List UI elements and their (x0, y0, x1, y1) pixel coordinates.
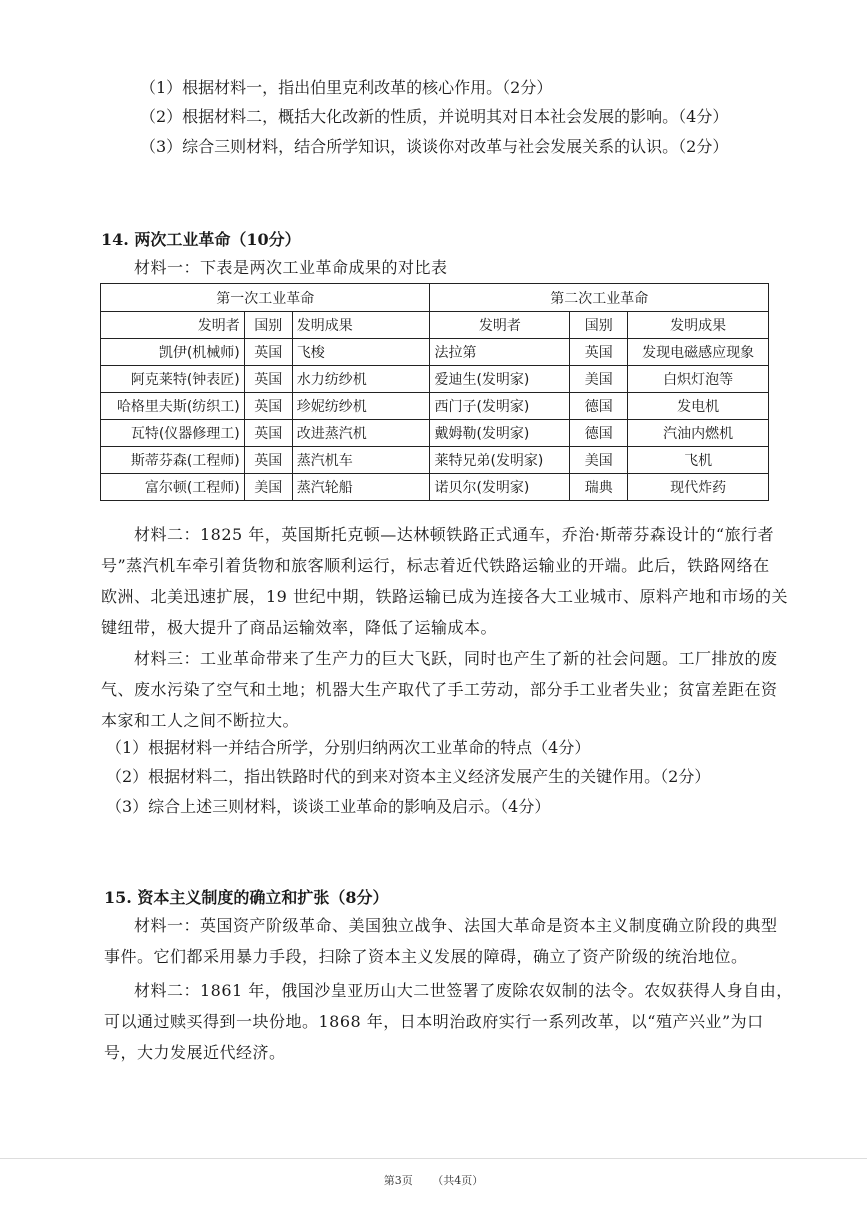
table-cell: 富尔顿(工程师) (101, 474, 245, 501)
col-header: 发明者 (430, 312, 570, 339)
table-cell: 英国 (570, 339, 628, 366)
table-cell: 诺贝尔(发明家) (430, 474, 570, 501)
col-header: 发明成果 (628, 312, 769, 339)
q15-material2-line: 号，大力发展近代经济。 (104, 1043, 286, 1062)
q13-sub-1: （1）根据材料一，指出伯里克利改革的核心作用。（2分） (140, 78, 553, 97)
group-header-first: 第一次工业革命 (101, 284, 430, 312)
table-cell: 哈格里夫斯(纺织工) (101, 393, 245, 420)
table-cell: 改进蒸汽机 (292, 420, 430, 447)
col-header: 国别 (570, 312, 628, 339)
table-cell: 英国 (244, 420, 292, 447)
table-cell: 英国 (244, 447, 292, 474)
table-row (101, 366, 769, 393)
table-cell: 德国 (570, 420, 628, 447)
footer-divider (0, 1158, 867, 1159)
page-footer (0, 1172, 867, 1188)
table-cell: 法拉第 (430, 339, 570, 366)
table-cell: 爱迪生(发明家) (430, 366, 570, 393)
q14-sub-3: （3）综合上述三则材料，谈谈工业革命的影响及启示。（4分） (106, 797, 551, 816)
q14-material3-line: 材料三：工业革命带来了生产力的巨大飞跃，同时也产生了新的社会问题。工厂排放的废 (134, 649, 778, 668)
table-cell: 发电机 (628, 393, 769, 420)
table-cell: 凯伊(机械师) (101, 339, 245, 366)
table-cell: 美国 (570, 447, 628, 474)
table-cell: 蒸汽机车 (292, 447, 430, 474)
q13-sub-2: （2）根据材料二，概括大化改新的性质，并说明其对日本社会发展的影响。（4分） (140, 107, 729, 126)
table-cell: 飞梭 (292, 339, 430, 366)
table-cell: 汽油内燃机 (628, 420, 769, 447)
table-header-row (101, 312, 769, 339)
table-cell: 蒸汽轮船 (292, 474, 430, 501)
table-cell: 英国 (244, 339, 292, 366)
q15-material1-line: 事件。它们都采用暴力手段，扫除了资本主义发展的障碍，确立了资产阶级的统治地位。 (104, 947, 748, 966)
q14-sub-1: （1）根据材料一并结合所学，分别归纳两次工业革命的特点（4分） (106, 738, 591, 757)
table-cell: 珍妮纺纱机 (292, 393, 430, 420)
table-cell: 阿克莱特(钟表匠) (101, 366, 245, 393)
table-cell: 美国 (244, 474, 292, 501)
table-row (101, 393, 769, 420)
page-total: （共4页） (432, 1174, 484, 1187)
table-cell: 瑞典 (570, 474, 628, 501)
table-cell: 美国 (570, 366, 628, 393)
table-cell: 西门子(发明家) (430, 393, 570, 420)
table-cell: 飞机 (628, 447, 769, 474)
page-number: 第3页 (383, 1174, 413, 1187)
q14-material2-line: 材料二：1825 年，英国斯托克顿—达林顿铁路正式通车，乔治·斯蒂芬森设计的“旅行者 (134, 525, 775, 544)
table-cell: 现代炸药 (628, 474, 769, 501)
table-row (101, 420, 769, 447)
table-group-header-row (101, 284, 769, 312)
table-cell: 斯蒂芬森(工程师) (101, 447, 245, 474)
q14-material2-line: 号”蒸汽机车牵引着货物和旅客顺利运行，标志着近代铁路运输业的开端。此后，铁路网络在 (101, 556, 770, 575)
table-cell: 英国 (244, 393, 292, 420)
q14-material3-line: 气、废水污染了空气和土地；机器大生产取代了手工劳动，部分手工业者失业；贫富差距在资 (101, 680, 778, 699)
table-cell: 白炽灯泡等 (628, 366, 769, 393)
table-row (101, 339, 769, 366)
q14-material3-line: 本家和工人之间不断拉大。 (101, 711, 300, 730)
table-cell: 水力纺纱机 (292, 366, 430, 393)
table-cell: 发现电磁感应现象 (628, 339, 769, 366)
col-header: 国别 (244, 312, 292, 339)
q15-title: 15. 资本主义制度的确立和扩张（8分） (104, 888, 389, 907)
table-cell: 瓦特(仪器修理工) (101, 420, 245, 447)
q15-material1-line: 材料一：英国资产阶级革命、美国独立战争、法国大革命是资本主义制度确立阶段的典型 (134, 916, 778, 935)
table-cell: 英国 (244, 366, 292, 393)
table-cell: 德国 (570, 393, 628, 420)
col-header: 发明成果 (292, 312, 430, 339)
q15-material2-line: 可以通过赎买得到一块份地。1868 年，日本明治政府实行一系列改革，以“殖产兴业”为口 (104, 1012, 764, 1031)
table-row (101, 474, 769, 501)
table-row (101, 447, 769, 474)
comparison-table (100, 283, 769, 501)
q15-material2-line: 材料二：1861 年，俄国沙皇亚历山大二世签署了废除农奴制的法令。农奴获得人身自由， (134, 981, 793, 1000)
q13-sub-3: （3）综合三则材料，结合所学知识，谈谈你对改革与社会发展关系的认识。（2分） (140, 137, 729, 156)
table-cell: 莱特兄弟(发明家) (430, 447, 570, 474)
table-cell: 戴姆勒(发明家) (430, 420, 570, 447)
q14-sub-2: （2）根据材料二，指出铁路时代的到来对资本主义经济发展产生的关键作用。（2分） (106, 767, 711, 786)
q14-material1-intro: 材料一：下表是两次工业革命成果的对比表 (134, 258, 448, 277)
q14-material2-line: 键纽带，极大提升了商品运输效率，降低了运输成本。 (101, 618, 498, 637)
group-header-second: 第二次工业革命 (430, 284, 769, 312)
col-header: 发明者 (101, 312, 245, 339)
q14-material2-line: 欧洲、北美迅速扩展，19 世纪中期，铁路运输已成为连接各大工业城市、原料产地和市场的关 (101, 587, 788, 606)
q14-title: 14. 两次工业革命（10分） (101, 230, 301, 249)
